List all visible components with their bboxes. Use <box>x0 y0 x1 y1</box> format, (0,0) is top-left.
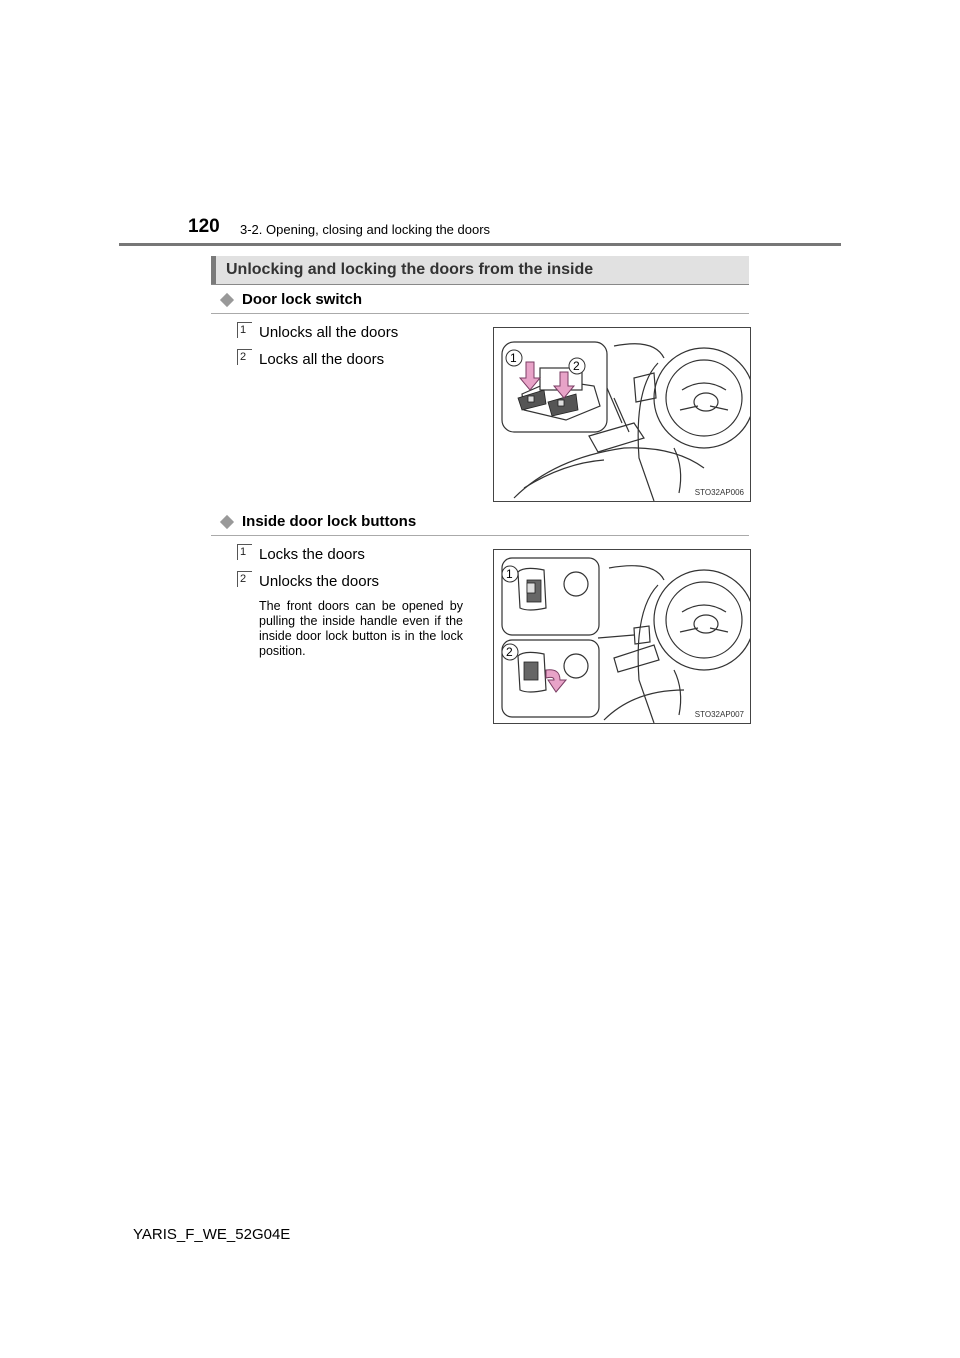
step-number: 2 <box>237 571 252 587</box>
inside-door-lock-drawing <box>494 550 750 723</box>
figure-id: STO32AP006 <box>694 488 744 497</box>
subheading-inside-door-lock-buttons <box>220 513 416 530</box>
callout-1: 1 <box>510 351 517 365</box>
step-1 <box>237 544 365 563</box>
callout-1: 1 <box>506 567 513 581</box>
step-number: 1 <box>237 544 252 560</box>
header-rule <box>119 243 841 246</box>
door-lock-switch-illustration <box>493 327 751 502</box>
step-2 <box>237 349 384 368</box>
step-1 <box>237 322 398 341</box>
step-2 <box>237 571 379 590</box>
step-text: Locks the doors <box>259 546 365 563</box>
step-text: Locks all the doors <box>259 351 385 368</box>
section-title: 3-2. Opening, closing and locking the doors <box>240 222 491 237</box>
note-paragraph: The front doors can be opened by pulling the inside handle even if the inside door lock button is in the lock position. <box>259 599 463 658</box>
page-number: 120 <box>188 216 220 237</box>
footer-code: YARIS_F_WE_52G04E <box>133 1226 291 1243</box>
subheading-rule <box>211 313 749 314</box>
subheading-door-lock-switch <box>220 291 362 308</box>
subheading-text: Door lock switch <box>242 291 363 308</box>
figure-id: STO32AP007 <box>694 710 744 719</box>
door-lock-switch-drawing <box>494 328 750 501</box>
callout-2: 2 <box>506 645 513 659</box>
subheading-text: Inside door lock buttons <box>242 513 417 530</box>
inside-door-lock-illustration <box>493 549 751 724</box>
subheading-rule <box>211 535 749 536</box>
step-number: 2 <box>237 349 252 365</box>
diamond-bullet-icon <box>220 292 234 306</box>
banner-accent-bar <box>211 256 216 284</box>
topic-banner <box>211 256 749 285</box>
diamond-bullet-icon <box>220 514 234 528</box>
banner-title: Unlocking and locking the doors from the inside <box>226 261 594 278</box>
step-number: 1 <box>237 322 252 338</box>
step-text: Unlocks all the doors <box>259 324 399 341</box>
step-text: Unlocks the doors <box>259 573 380 590</box>
callout-2: 2 <box>573 359 580 373</box>
